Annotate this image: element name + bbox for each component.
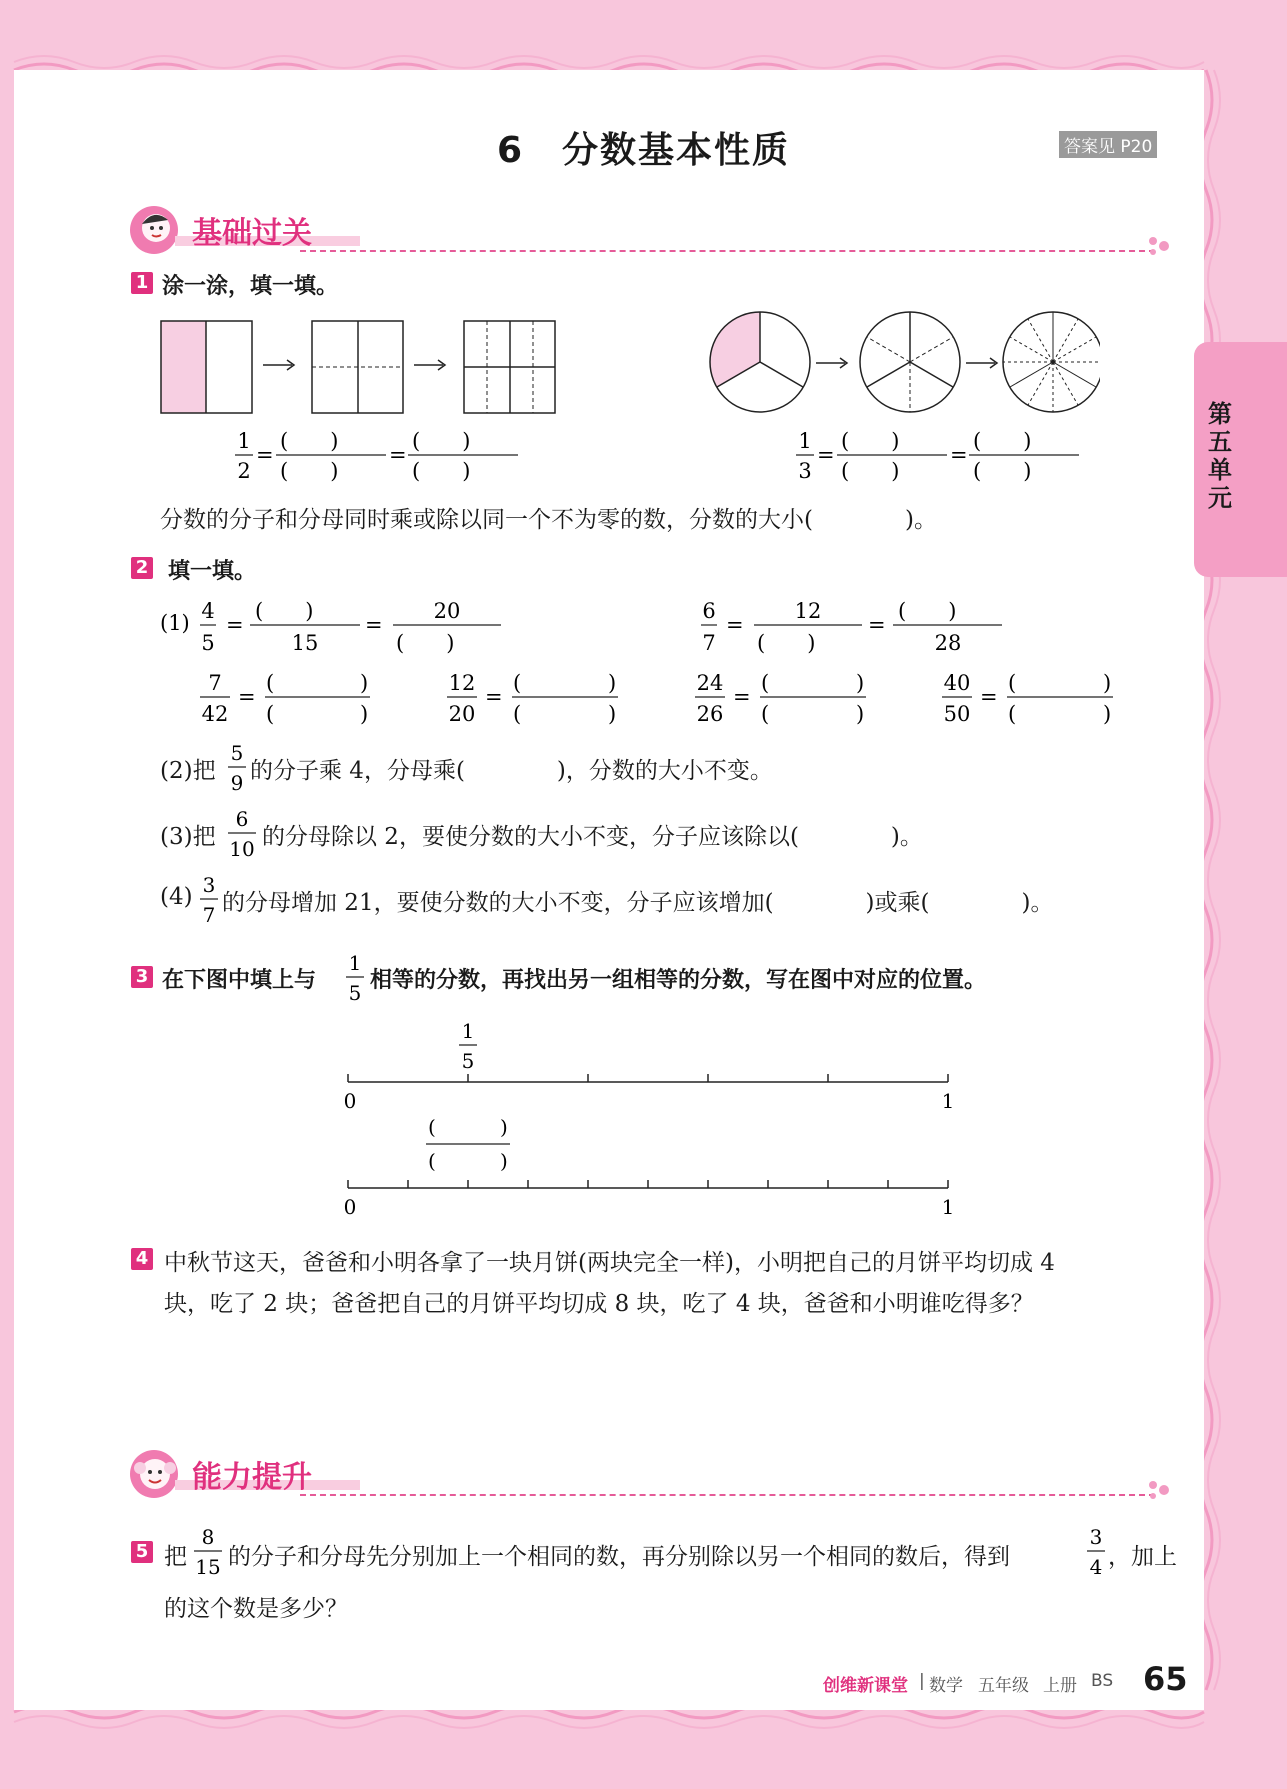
blank: ( ) (973, 459, 1032, 483)
svg-text:40: 40 (943, 671, 971, 695)
svg-text:): ) (608, 702, 617, 726)
fraction-3-4 (1083, 1522, 1109, 1582)
svg-text:=: = (226, 613, 244, 637)
question-1-text: 涂一涂，填一填。 (162, 274, 339, 299)
question-5-text-a: 把 (164, 1544, 187, 1570)
svg-text:( ): ( ) (255, 599, 314, 623)
footer-subject: 数学 (929, 1676, 963, 1696)
svg-text:15: 15 (291, 631, 319, 655)
question-5-line2: 的这个数是多少？ (164, 1596, 348, 1622)
svg-text:(: ( (761, 702, 770, 726)
dots-icon (1148, 1480, 1172, 1500)
svg-text:9: 9 (230, 771, 244, 795)
part-label: (1) (160, 611, 190, 635)
svg-text:1: 1 (941, 1089, 955, 1113)
question-5-text-c: ，加上 (1108, 1544, 1177, 1570)
svg-text:1: 1 (941, 1195, 955, 1219)
girl-mascot-icon (128, 204, 180, 256)
svg-text:3: 3 (1089, 1525, 1103, 1549)
equation-half (235, 429, 518, 483)
q1-conclusion[interactable]: 分数的分子和分母同时乘或除以同一个不为零的数，分数的大小( )。 (160, 507, 937, 533)
question-5-text-b: 的分子和分母先分别加上一个相同的数，再分别除以另一个相同的数后，得到 (228, 1544, 1010, 1570)
svg-text:5: 5 (230, 741, 244, 765)
arrow-icon (816, 358, 847, 368)
svg-text:0: 0 (343, 1089, 357, 1113)
svg-text:): ) (856, 671, 865, 695)
rectangle-half (161, 321, 252, 413)
footer-separator: | (919, 1671, 925, 1691)
blank: ( ) (412, 459, 471, 483)
fraction-1-5 (342, 948, 368, 1008)
arrow-icon (414, 360, 445, 370)
svg-text:): ) (360, 702, 369, 726)
row2-eq1 (200, 671, 370, 726)
svg-text:7: 7 (208, 671, 222, 695)
svg-text:15: 15 (195, 1555, 221, 1579)
svg-text:26: 26 (696, 702, 724, 726)
svg-text:1: 1 (348, 951, 362, 975)
svg-text:(: ( (513, 671, 522, 695)
monkey-mascot-icon (128, 1448, 180, 1500)
svg-text:( ): ( ) (757, 631, 816, 655)
question-3-text-b: 相等的分数，再找出另一组相等的分数，写在图中对应的位置。 (370, 968, 987, 993)
wavy-border-bottom-2 (14, 1716, 1204, 1728)
svg-text:): ) (608, 671, 617, 695)
svg-text:=: = (868, 613, 886, 637)
svg-text:): ) (500, 1149, 508, 1173)
q1-shape-diagrams (150, 305, 1100, 495)
svg-text:5: 5 (348, 981, 362, 1005)
svg-text:20: 20 (433, 599, 461, 623)
question-2-text: 填一填。 (168, 559, 257, 584)
footer-brand: 创维新课堂 (823, 1676, 908, 1696)
page-number: 65 (1143, 1660, 1188, 1698)
svg-text:=: = (485, 685, 503, 709)
fraction-numerator: 1 (237, 429, 251, 453)
footer-grade: 五年级 (978, 1676, 1029, 1696)
blank: ( ) (841, 429, 900, 453)
row2-eq2 (447, 671, 618, 726)
q2-part4-text[interactable]: 的分母增加 21，要使分数的大小不变，分子应该增加( )或乘( )。 (222, 890, 1054, 916)
svg-text:(: ( (1008, 671, 1017, 695)
question-4-line2: 块，吃了 2 块；爸爸把自己的月饼平均切成 8 块，吃了 4 块，爸爸和小明谁吃得多？ (164, 1291, 1034, 1317)
circle-thirds (710, 312, 810, 412)
fraction-5-9 (224, 738, 250, 798)
svg-text:4: 4 (1089, 1555, 1103, 1579)
fraction-denominator: 2 (237, 459, 251, 483)
blank: ( ) (280, 429, 339, 453)
rectangle-quarters (312, 321, 403, 413)
svg-text:(: ( (1008, 702, 1017, 726)
footer-edition: BS (1091, 1671, 1114, 1691)
q2-part1-equations (150, 590, 1140, 730)
svg-text:12: 12 (448, 671, 476, 695)
svg-text:7: 7 (202, 903, 216, 927)
svg-text:(: ( (513, 702, 522, 726)
answer-reference-badge: 答案见 P20 (1059, 131, 1157, 158)
row2-eq4 (942, 671, 1113, 726)
blank: ( ) (280, 459, 339, 483)
question-number: 1 (131, 272, 153, 294)
section-title-advanced: 能力提升 (192, 1460, 312, 1495)
dots-icon (1148, 236, 1172, 256)
question-number: 5 (131, 1541, 153, 1563)
row2-eq3 (695, 671, 866, 726)
svg-text:): ) (1103, 671, 1112, 695)
equals-sign: = (817, 443, 835, 467)
equals-sign: = (256, 443, 274, 467)
blank: ( ) (973, 429, 1032, 453)
equals-sign: = (950, 443, 968, 467)
q2-part2-text[interactable]: 的分子乘 4，分母乘( )，分数的大小不变。 (250, 758, 773, 784)
section-divider (300, 1494, 1155, 1496)
svg-text:42: 42 (201, 702, 229, 726)
svg-text:6: 6 (235, 807, 249, 831)
svg-text:): ) (360, 671, 369, 695)
blank: ( ) (841, 459, 900, 483)
page-title: 6 分数基本性质 (496, 130, 791, 171)
svg-text:7: 7 (702, 631, 716, 655)
svg-text:(: ( (428, 1149, 436, 1173)
fraction-3-7 (196, 870, 222, 930)
svg-text:5: 5 (461, 1049, 475, 1073)
svg-text:20: 20 (448, 702, 476, 726)
question-4-line1: 中秋节这天，爸爸和小明各拿了一块月饼(两块完全一样)，小明把自己的月饼平均切成 4 (164, 1250, 1055, 1276)
q2-part2-label: (2)把 (160, 758, 216, 784)
svg-text:): ) (500, 1115, 508, 1139)
svg-text:=: = (726, 613, 744, 637)
circle-sixths (860, 312, 960, 412)
q2-part4-label: (4) (160, 884, 193, 910)
fraction-denominator: 3 (798, 459, 812, 483)
question-number: 4 (131, 1248, 153, 1270)
svg-text:4: 4 (201, 599, 215, 623)
svg-text:12: 12 (794, 599, 822, 623)
q2-part3-text[interactable]: 的分母除以 2，要使分数的大小不变，分子应该除以( )。 (262, 824, 923, 850)
svg-text:(: ( (266, 702, 275, 726)
svg-text:=: = (365, 613, 383, 637)
svg-text:50: 50 (943, 702, 971, 726)
svg-text:): ) (856, 702, 865, 726)
svg-text:8: 8 (201, 1525, 215, 1549)
arrow-icon (263, 360, 294, 370)
svg-text:=: = (733, 685, 751, 709)
svg-text:1: 1 (461, 1019, 475, 1043)
svg-text:=: = (238, 685, 256, 709)
question-3-text-a: 在下图中填上与 (162, 968, 317, 993)
svg-text:28: 28 (934, 631, 962, 655)
svg-text:6: 6 (702, 599, 716, 623)
svg-text:5: 5 (201, 631, 215, 655)
question-number: 2 (131, 557, 153, 579)
footer-volume: 上册 (1043, 1676, 1077, 1696)
section-divider (300, 250, 1155, 252)
equation-third (796, 429, 1079, 483)
circle-twelfths (1003, 312, 1100, 412)
fraction-numerator: 1 (798, 429, 812, 453)
number-lines (330, 1010, 980, 1230)
unit-tab-label: 第五单元 (1208, 400, 1232, 512)
svg-text:3: 3 (202, 873, 216, 897)
arrow-icon (966, 358, 997, 368)
svg-text:24: 24 (696, 671, 724, 695)
blank: ( ) (412, 429, 471, 453)
equals-sign: = (389, 443, 407, 467)
section-title-basic: 基础过关 (192, 216, 312, 251)
svg-text:(: ( (428, 1115, 436, 1139)
svg-text:0: 0 (343, 1195, 357, 1219)
fraction-6-10 (224, 804, 260, 864)
fraction-8-15 (190, 1522, 226, 1582)
svg-text:(: ( (266, 671, 275, 695)
svg-text:=: = (980, 685, 998, 709)
rectangle-eighths (464, 321, 555, 413)
q2-part3-label: (3)把 (160, 824, 216, 850)
svg-text:10: 10 (229, 837, 255, 861)
svg-text:( ): ( ) (396, 631, 455, 655)
question-number: 3 (131, 966, 153, 988)
svg-text:): ) (1103, 702, 1112, 726)
svg-text:( ): ( ) (898, 599, 957, 623)
svg-text:(: ( (761, 671, 770, 695)
wavy-border-right-2 (1208, 70, 1220, 1690)
